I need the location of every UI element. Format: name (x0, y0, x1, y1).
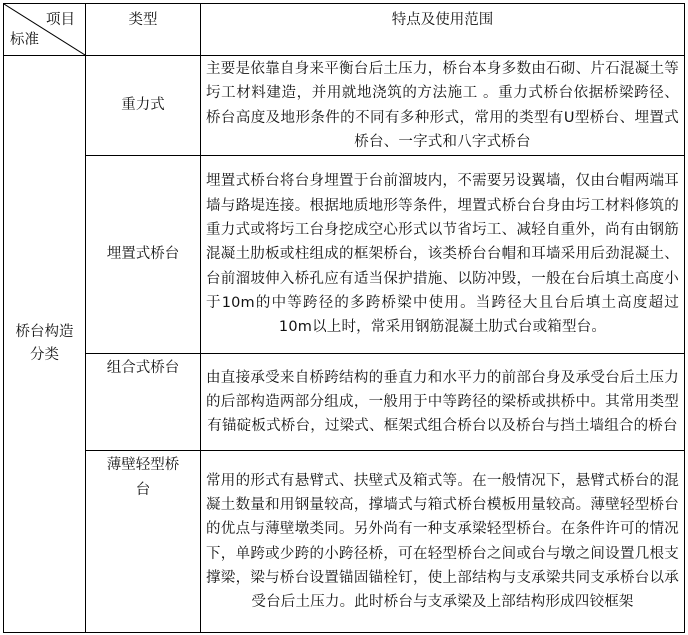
table-row (4, 156, 685, 354)
category-cell: 桥台构造分类 (4, 56, 86, 633)
header-standard-label: 标准 (10, 32, 39, 48)
header-type: 类型 (86, 4, 201, 56)
type-cell: 埋置式桥台 (86, 156, 201, 354)
type-cell: 重力式 (86, 56, 201, 156)
diagonal-header-cell (4, 4, 86, 56)
table-row (4, 56, 685, 156)
header-row (4, 4, 685, 56)
table-row (4, 354, 685, 451)
description-cell: 埋置式桥台将台身埋置于台前溜坡内，不需要另设翼墙，仅由台帽两端耳墙与路堤连接。根据地质地形等条件，埋置式桥台台身由圬工材料修筑的重力式或将圬工台身挖成空心形式以节省圬工、减轻自重外，尚有由钢筋混凝土肋板或柱组成的框架桥台，该类桥台台帽和耳墙采用后劲混凝土、台前溜坡伸入桥孔应有适当保护措施、以防冲毁，一般在台后填土高度小于10m的中等跨径的多跨桥梁中使用。当跨径大且台后填土高度超过10m以上时，常采用钢筋混凝土肋式台或箱型台。 (201, 156, 685, 354)
type-cell: 组合式桥台 (86, 354, 201, 451)
header-item-label: 项目 (46, 12, 75, 28)
table-row (4, 451, 685, 633)
bridge-abutment-table (3, 3, 685, 633)
header-description: 特点及使用范围 (201, 4, 685, 56)
description-cell: 主要是依靠自身来平衡台后土压力，桥台本身多数由石砌、片石混凝土等圬工材料建造，并用就地浇筑的方法施工 。重力式桥台依据桥梁跨径、桥台高度及地形条件的不同有多种形式，常用的类型有U型桥台、埋置式桥台、一字式和八字式桥台 (201, 56, 685, 156)
description-cell: 由直接承受来自桥跨结构的垂直力和水平力的前部台身及承受台后土压力的后部构造两部分组成，一般用于中等跨径的梁桥或拱桥中。其常用类型有锚碇板式桥台，过梁式、框架式组合桥台以及桥台与挡土墙组合的桥台 (201, 354, 685, 451)
description-cell: 常用的形式有悬臂式、扶壁式及箱式等。在一般情况下，悬臂式桥台的混凝土数量和用钢量较高，撑墙式与箱式桥台模板用量较高。薄壁轻型桥台的优点与薄壁墩类同。另外尚有一种支承梁轻型桥台。在条件许可的情况下，单跨或少跨的小跨径桥，可在轻型桥台之间或台与墩之间设置几根支撑梁，梁与桥台设置锚固锚栓钉，使上部结构与支承梁共同支承桥台以承受台后土压力。此时桥台与支承梁及上部结构形成四铰框架 (201, 451, 685, 633)
type-cell: 薄壁轻型桥台 (86, 451, 201, 633)
